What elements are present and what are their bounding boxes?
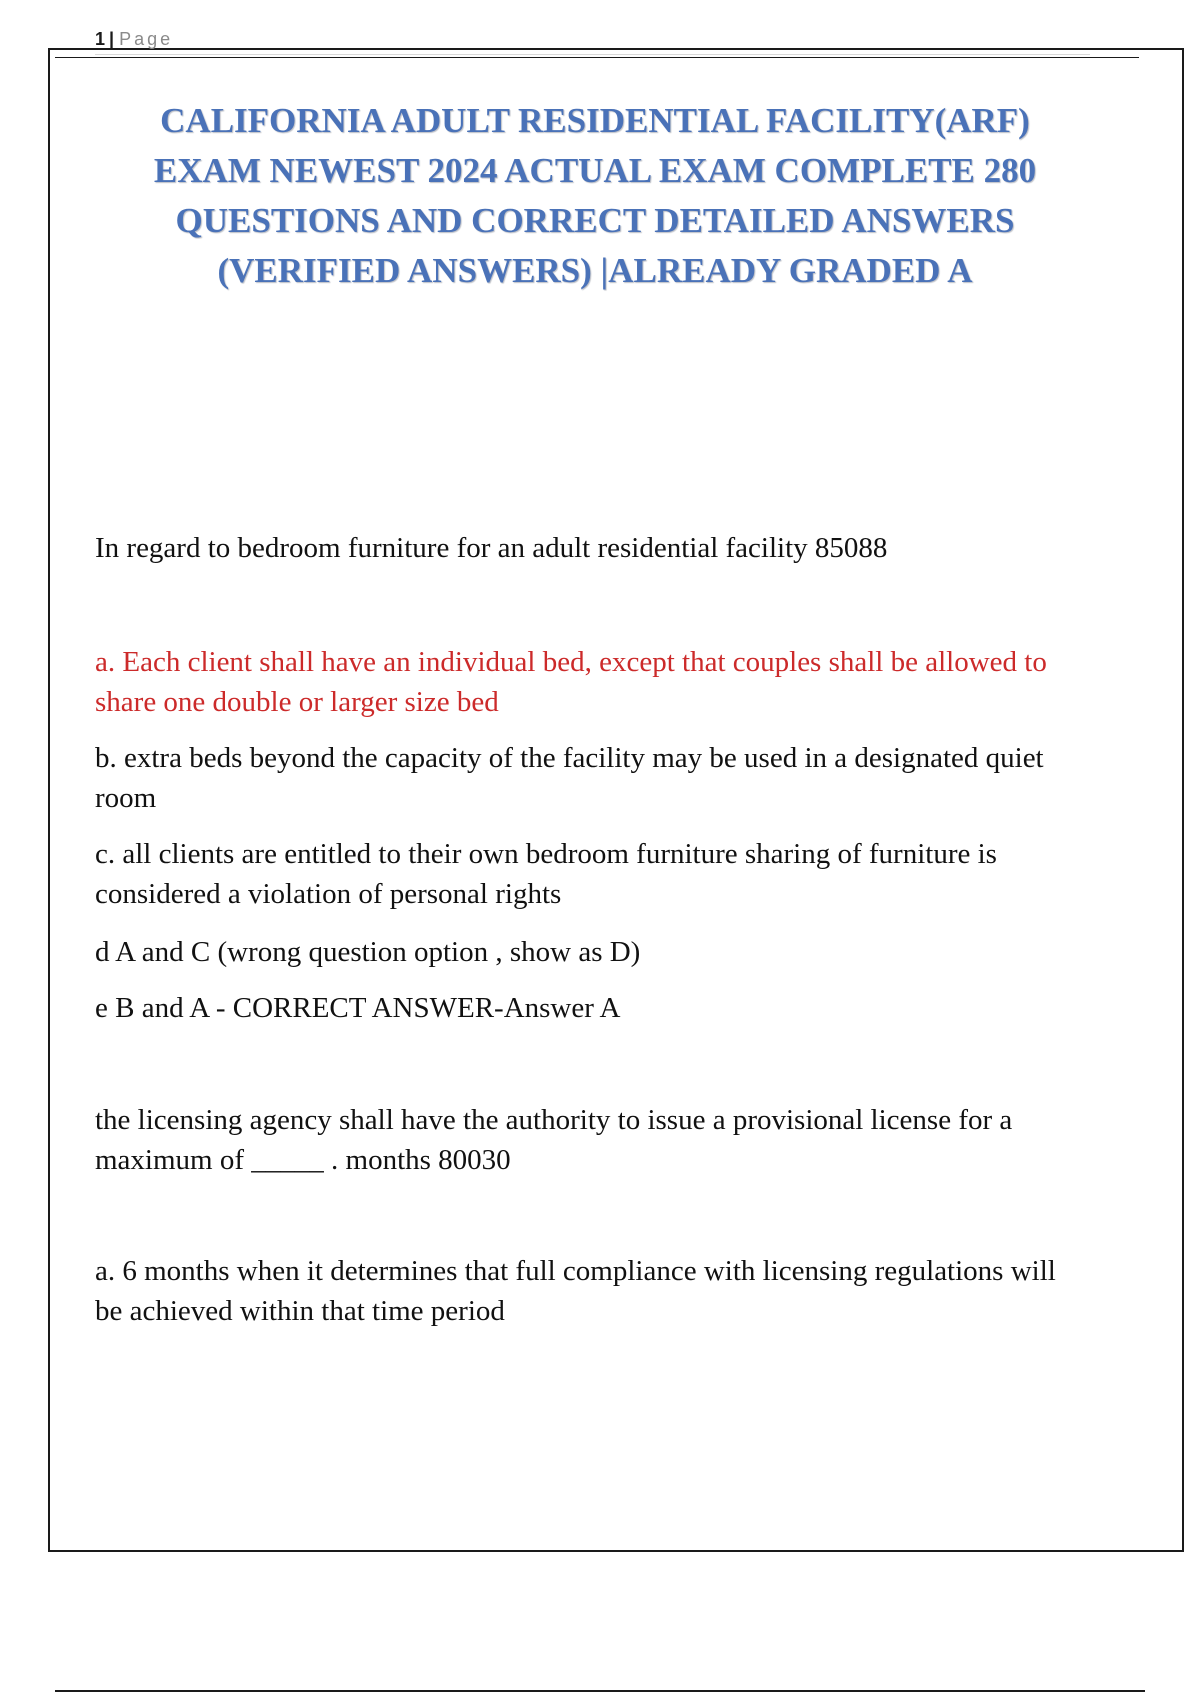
question-1-option-b: b. extra beds beyond the capacity of the facility may be used in a designated quiet room <box>95 742 1044 814</box>
title-line: QUESTIONS AND CORRECT DETAILED ANSWERS <box>175 201 1015 240</box>
document-title <box>90 96 1100 296</box>
question-1-option-d: d A and C (wrong question option , show as D) <box>95 936 641 968</box>
question-1-option-a-correct: a. Each client shall have an individual bed, except that couples shall be allowed to share one double or larger size bed <box>95 646 1047 718</box>
title-line: (VERIFIED ANSWERS) |ALREADY GRADED A <box>217 251 973 290</box>
question-1-option-e-answer: e B and A - CORRECT ANSWER-Answer A <box>95 992 621 1024</box>
question-1-prompt: In regard to bedroom furniture for an adult residential facility 85088 <box>95 532 888 564</box>
page-number: 1 <box>95 29 106 49</box>
question-2-option-a: a. 6 months when it determines that full compliance with licensing regulations will be achieved within that time period <box>95 1255 1056 1327</box>
bottom-rule <box>55 1690 1145 1692</box>
question-2-prompt: the licensing agency shall have the authority to issue a provisional license for a maximum of _____ . months 80030 <box>95 1104 1013 1176</box>
question-1-option-c: c. all clients are entitled to their own bedroom furniture sharing of furniture is considered a violation of personal rights <box>95 838 997 910</box>
title-line: EXAM NEWEST 2024 ACTUAL EXAM COMPLETE 280 <box>153 151 1037 190</box>
page-header <box>95 24 1090 55</box>
page-separator: | <box>109 29 115 49</box>
top-rule <box>55 57 1139 58</box>
page-label: Page <box>119 29 174 49</box>
title-line: CALIFORNIA ADULT RESIDENTIAL FACILITY(ARF) <box>160 101 1030 140</box>
